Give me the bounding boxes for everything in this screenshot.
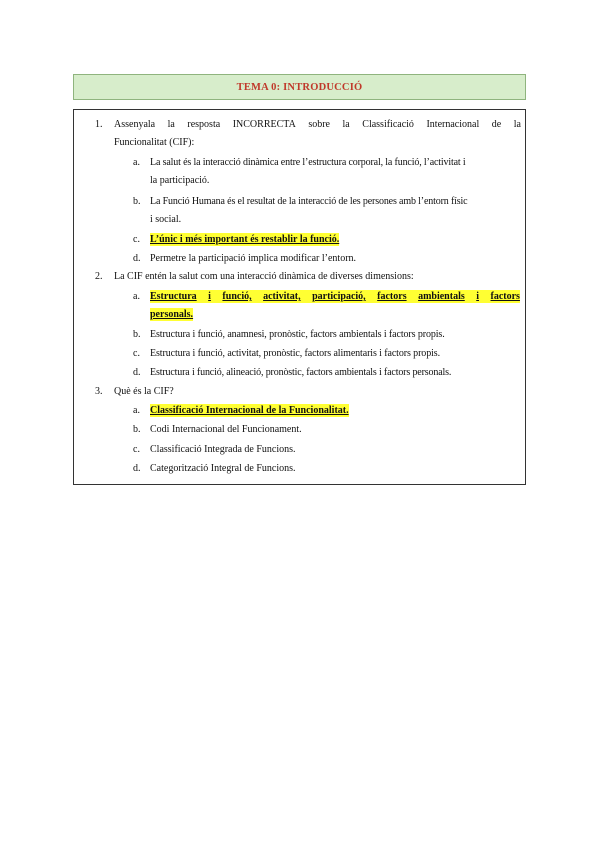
question-1-number: 1. [95, 119, 103, 130]
q2-option-b-letter: b. [133, 329, 141, 340]
q3-option-d-letter: d. [133, 463, 141, 474]
question-1-line-1: Assenyala la resposta INCORRECTA sobre la Classificació Internacional de la [114, 119, 521, 130]
section-title-box [73, 74, 526, 100]
q1-option-a-line-2: la participació. [150, 175, 210, 186]
section-title: TEMA 0: INTRODUCCIÓ [236, 81, 363, 93]
q2-option-d-text: Estructura i funció, alineació, pronòstic, factors ambientals i factors personals. [150, 367, 452, 378]
q3-option-d-text: Categorització Integral de Funcions. [150, 463, 296, 474]
q1-option-d-text: Permetre la participació implica modificar l’entorn. [150, 253, 357, 264]
q1-option-c-letter: c. [133, 234, 140, 245]
question-3-text: Què és la CIF? [114, 386, 174, 397]
q1-option-c-correct: L’únic i més important és restablir la funció. [150, 234, 340, 245]
question-1-line-2: Funcionalitat (CIF): [114, 137, 195, 148]
q2-option-c-letter: c. [133, 348, 140, 359]
q1-option-a-letter: a. [133, 157, 140, 168]
q3-option-b-text: Codi Internacional del Funcionament. [150, 424, 302, 435]
q1-option-b-letter: b. [133, 196, 141, 207]
q2-option-c-text: Estructura i funció, activitat, pronòstic, factors alimentaris i factors propis. [150, 348, 440, 359]
q2-option-a-correct-line-1: Estructura i funció, activitat, participació, factors ambientals i factors [150, 291, 520, 302]
q3-option-c-letter: c. [133, 444, 140, 455]
q2-option-b-text: Estructura i funció, anamnesi, pronòstic, factors ambientals i factors propis. [150, 329, 445, 340]
q3-option-a-letter: a. [133, 405, 140, 416]
q1-option-a-line-1: La salut és la interacció dinàmica entre l’estructura corporal, la funció, l’activitat i [150, 157, 466, 168]
q3-option-a-correct: Classificació Internacional de la Funcionalitat. [150, 405, 349, 416]
q2-option-d-letter: d. [133, 367, 141, 378]
q1-option-b-line-1: La Funció Humana és el resultat de la interacció de les persones amb l’entorn físic [150, 196, 468, 207]
questions-box [73, 109, 526, 485]
q1-option-d-letter: d. [133, 253, 141, 264]
q1-option-b-line-2: i social. [150, 214, 182, 225]
q2-option-a-letter: a. [133, 291, 140, 302]
question-2-number: 2. [95, 271, 103, 282]
q3-option-c-text: Classificació Integrada de Funcions. [150, 444, 296, 455]
q2-option-a-correct-line-2: personals. [150, 309, 194, 320]
question-2-text: La CIF entén la salut com una interacció dinàmica de diverses dimensions: [114, 271, 414, 282]
question-3-number: 3. [95, 386, 103, 397]
q3-option-b-letter: b. [133, 424, 141, 435]
